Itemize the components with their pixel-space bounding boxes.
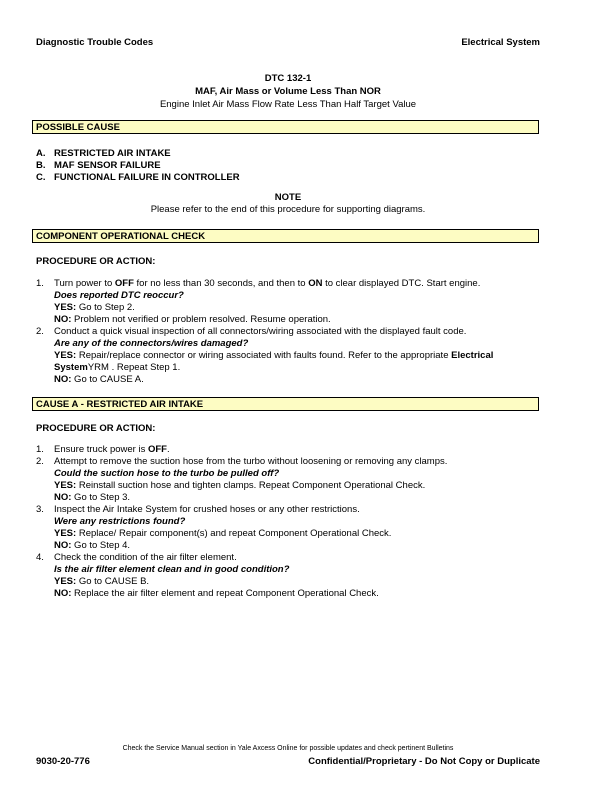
dtc-code: DTC 132-1 [264, 73, 312, 84]
step [36, 456, 546, 504]
no-answer: NO: Go to Step 3. [54, 492, 131, 503]
no-answer: NO: Replace the air filter element and repeat Component Operational Check. [54, 588, 379, 599]
cause-a-heading: CAUSE A - RESTRICTED AIR INTAKE [32, 397, 539, 411]
header-left: Diagnostic Trouble Codes [36, 37, 154, 48]
possible-cause-heading: POSSIBLE CAUSE [32, 120, 539, 134]
confidentiality-notice: Confidential/Proprietary - Do Not Copy or Duplicate [308, 756, 540, 767]
step-question: Could the suction hose to the turbo be pulled off? [54, 468, 280, 479]
step-number: 1. [36, 278, 44, 289]
step-question: Is the air filter element clean and in good condition? [54, 564, 290, 575]
title-block [0, 72, 576, 111]
step-instruction: Ensure truck power is OFF. [54, 444, 170, 455]
step-instruction: Inspect the Air Intake System for crushed hoses or any other restrictions. [54, 504, 360, 515]
step-instruction: Check the condition of the air filter element. [54, 552, 237, 563]
procedure-title: PROCEDURE OR ACTION: [36, 256, 156, 267]
cause-text: MAF SENSOR FAILURE [54, 160, 161, 171]
no-answer: NO: Problem not verified or problem resolved. Resume operation. [54, 314, 331, 325]
step-number: 1. [36, 444, 44, 455]
yes-answer: YES: Go to Step 2. [54, 302, 135, 313]
step-instruction: Turn power to OFF for no less than 30 seconds, and then to ON to clear displayed DTC. Start engine. [54, 278, 481, 289]
cause-letter: C. [36, 172, 46, 183]
step-number: 2. [36, 456, 44, 467]
document-number: 9030-20-776 [36, 756, 90, 767]
step-number: 4. [36, 552, 44, 563]
dtc-name: MAF, Air Mass or Volume Less Than NOR [195, 86, 381, 97]
cause-letter: B. [36, 160, 46, 171]
step-question: Are any of the connectors/wires damaged? [54, 338, 249, 349]
note-block [0, 192, 576, 216]
step-number: 2. [36, 326, 44, 337]
footer-note: Check the Service Manual section in Yale Axcess Online for possible updates and check pertinent Bulletins [122, 745, 454, 752]
yes-answer: YES: Go to CAUSE B. [54, 576, 150, 587]
note-heading: NOTE [274, 192, 302, 203]
cause-item [36, 172, 240, 184]
step-instruction: Attempt to remove the suction hose from the turbo without loosening or removing any clamps. [54, 456, 448, 467]
component-check-heading: COMPONENT OPERATIONAL CHECK [32, 229, 539, 243]
cause-letter: A. [36, 148, 46, 159]
cause-text: FUNCTIONAL FAILURE IN CONTROLLER [54, 172, 240, 183]
no-answer: NO: Go to Step 4. [54, 540, 131, 551]
component-check-steps [36, 278, 546, 386]
cause-list [36, 148, 240, 184]
step-question: Were any restrictions found? [54, 516, 186, 527]
header-right: Electrical System [461, 37, 540, 48]
yes-answer: YES: Reinstall suction hose and tighten clamps. Repeat Component Operational Check. [54, 480, 426, 491]
yes-answer: YES: Replace/ Repair component(s) and repeat Component Operational Check. [54, 528, 392, 539]
cause-item [36, 160, 240, 172]
yes-answer: YES: Repair/replace connector or wiring associated with faults found. Refer to the appropriate Electrical SystemYRM . Repeat Step 1. [54, 350, 494, 373]
step [36, 326, 546, 386]
step [36, 444, 546, 456]
note-text: Please refer to the end of this procedure for supporting diagrams. [150, 204, 426, 215]
no-answer: NO: Go to CAUSE A. [54, 374, 144, 385]
dtc-subtitle: Engine Inlet Air Mass Flow Rate Less Than Half Target Value [159, 99, 417, 110]
step-question: Does reported DTC reoccur? [54, 290, 184, 301]
step-number: 3. [36, 504, 44, 515]
step [36, 278, 546, 326]
cause-a-steps [36, 444, 546, 600]
step [36, 504, 546, 552]
cause-item [36, 148, 240, 160]
step-instruction: Conduct a quick visual inspection of all connectors/wiring associated with the displayed fault code. [54, 326, 467, 337]
step [36, 552, 546, 600]
procedure-title: PROCEDURE OR ACTION: [36, 423, 156, 434]
cause-text: RESTRICTED AIR INTAKE [54, 148, 171, 159]
